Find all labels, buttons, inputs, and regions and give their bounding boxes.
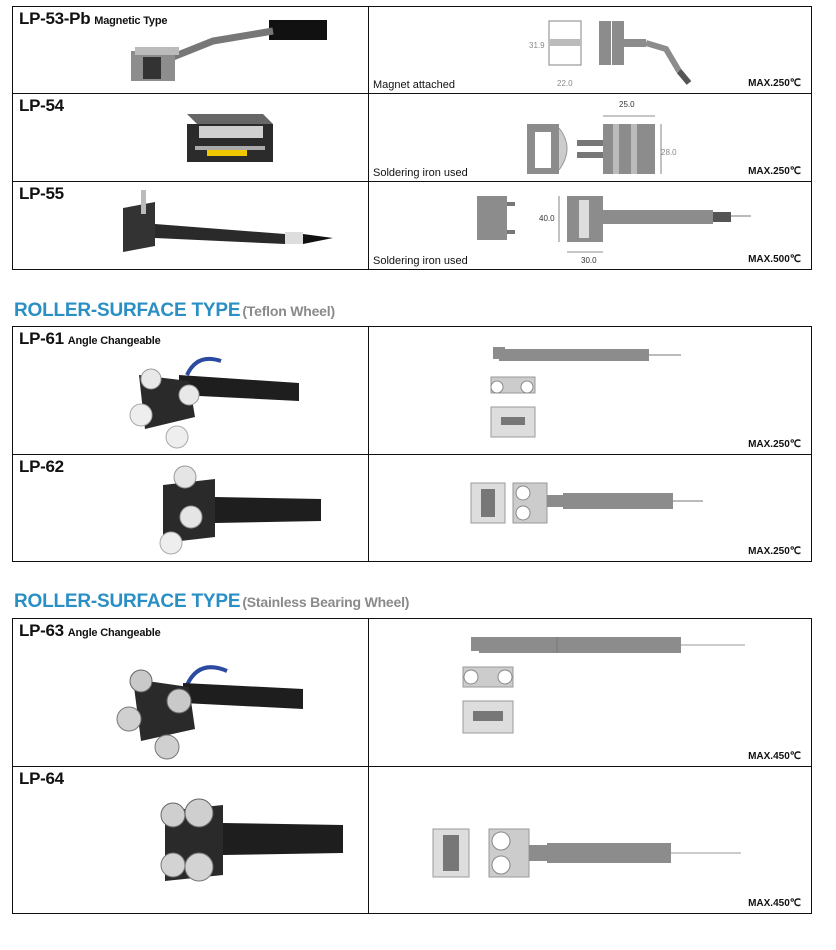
model-name: LP-61 Angle Changeable [19,329,161,348]
probe-photo-lp54 [173,106,283,174]
note-text: Soldering iron used [373,167,468,179]
drawing-lp61 [469,341,709,451]
dimension-width: 22.0 [557,79,573,88]
model-subtitle: Angle Changeable [67,335,161,347]
product-row-lp61 [13,327,811,455]
drawing-cell [369,619,811,766]
dimension-width: 25.0 [619,100,635,109]
product-row-lp62 [13,455,811,561]
dimension-height: 28.0 [661,148,677,157]
product-table-top [12,6,812,270]
product-table-stainless [12,618,812,914]
model-subtitle: Angle Changeable [67,627,161,639]
probe-photo-lp53pb [113,17,333,89]
photo-cell [13,455,369,561]
probe-photo-lp64 [143,785,353,891]
max-temperature: MAX.250℃ [748,546,801,557]
model-name: LP-54 [19,96,64,115]
dimension-height: 40.0 [539,214,555,223]
drawing-cell [369,182,811,269]
drawing-lp62 [465,477,725,533]
model-name: LP-64 [19,769,64,788]
drawing-cell [369,7,811,93]
product-row-lp55 [13,182,811,269]
model-name: LP-63 Angle Changeable [19,621,161,640]
drawing-lp64 [427,825,747,883]
max-temperature: MAX.250℃ [748,78,801,89]
product-row-lp64 [13,767,811,913]
photo-cell [13,619,369,766]
model-subtitle: Magnetic Type [94,15,168,27]
photo-cell [13,182,369,269]
probe-photo-lp61 [109,345,309,451]
section-subtitle: (Teflon Wheel) [242,303,335,319]
dimension-height: 31.9 [529,41,545,50]
max-temperature: MAX.450℃ [748,898,801,909]
probe-photo-lp62 [143,459,333,557]
model-name: LP-53-Pb Magnetic Type [19,9,168,28]
product-row-lp53pb [13,7,811,94]
max-temperature: MAX.250℃ [748,439,801,450]
drawing-lp54 [519,102,669,182]
drawing-cell [369,327,811,454]
section-title-teflon: ROLLER-SURFACE TYPE (Teflon Wheel) [14,300,335,321]
drawing-lp53pb [519,13,699,93]
drawing-lp55 [469,186,759,266]
dimension-width: 30.0 [581,256,597,265]
photo-cell [13,327,369,454]
max-temperature: MAX.250℃ [748,166,801,177]
product-table-teflon [12,326,812,562]
drawing-cell [369,455,811,561]
max-temperature: MAX.450℃ [748,751,801,762]
model-name: LP-55 [19,184,64,203]
section-title-stainless: ROLLER-SURFACE TYPE (Stainless Bearing Wheel) [14,591,410,612]
photo-cell [13,94,369,181]
drawing-cell [369,94,811,181]
model-name: LP-62 [19,457,64,476]
max-temperature: MAX.500℃ [748,254,801,265]
section-subtitle: (Stainless Bearing Wheel) [242,594,410,610]
photo-cell [13,767,369,913]
note-text: Magnet attached [373,79,455,91]
drawing-cell [369,767,811,913]
probe-photo-lp63 [103,653,313,763]
product-row-lp54 [13,94,811,182]
photo-cell [13,7,369,93]
product-row-lp63 [13,619,811,767]
probe-photo-lp55 [115,188,345,262]
note-text: Soldering iron used [373,255,468,267]
drawing-lp63 [449,631,749,743]
